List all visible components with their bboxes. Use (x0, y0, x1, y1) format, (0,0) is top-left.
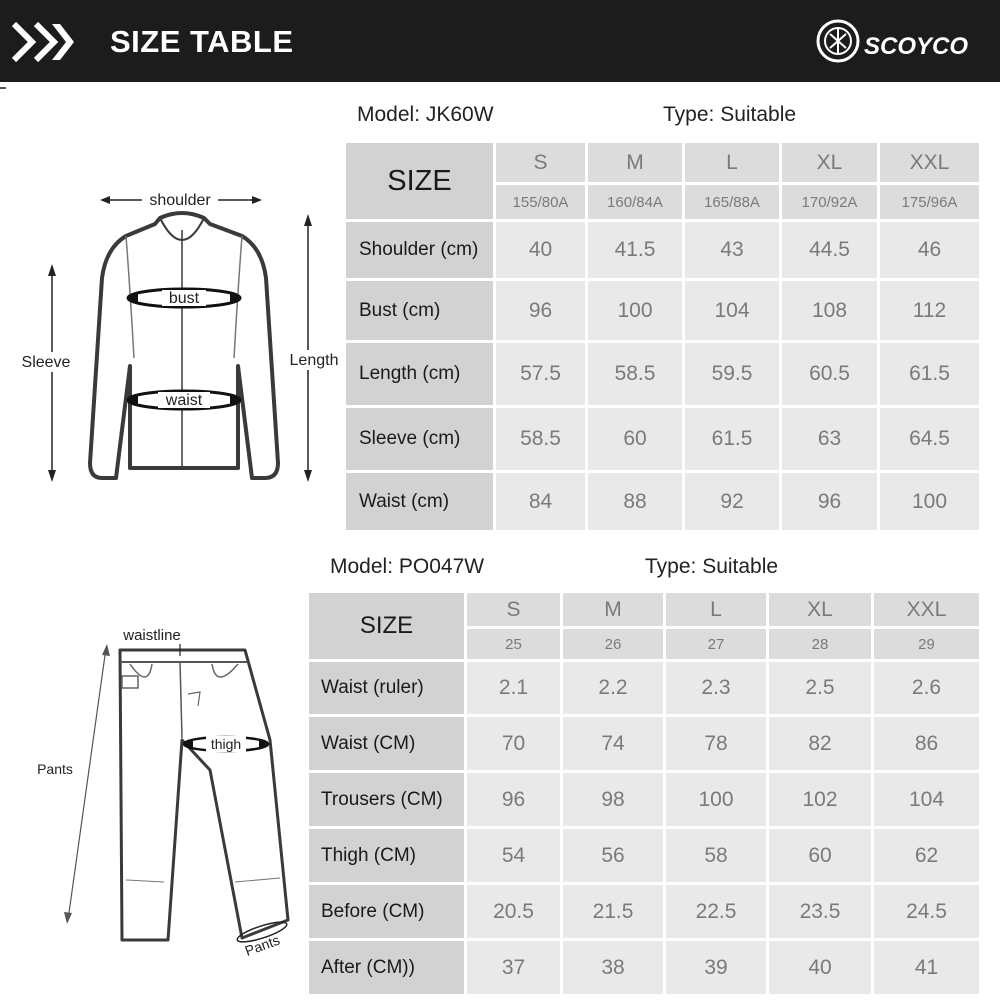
brand-logo (814, 14, 992, 70)
measurement-value-cell: 102 (769, 773, 871, 826)
size-name-cell: S (467, 593, 560, 626)
size-name-cell: S (496, 143, 585, 182)
size-name-cell: L (666, 593, 766, 626)
size-name-cell: XXL (880, 143, 979, 182)
bust-label: bust (168, 290, 200, 307)
pants-model: Model: PO047W (330, 555, 485, 578)
measurement-value-cell: 2.1 (467, 662, 560, 714)
measurement-value-cell: 46 (880, 222, 979, 278)
size-code-cell: 28 (769, 629, 871, 659)
measurement-value-cell: 2.6 (874, 662, 979, 714)
size-code-cell: 155/80A (496, 185, 585, 219)
waistline-label: waistline (123, 627, 181, 644)
measurement-value-cell: 96 (467, 773, 560, 826)
measurement-value-cell: 96 (782, 473, 877, 530)
pants-type: Type: Suitable (645, 555, 779, 578)
measurement-value-cell: 38 (563, 941, 663, 994)
measurement-value-cell: 58.5 (588, 343, 682, 405)
measurement-value-cell: 82 (769, 717, 871, 770)
thigh-label: thigh (210, 736, 242, 752)
measurement-value-cell: 88 (588, 473, 682, 530)
pants-length-label: Pants (37, 761, 73, 777)
sleeve-label: Sleeve (21, 354, 71, 371)
size-code-cell: 26 (563, 629, 663, 659)
measurement-value-cell: 24.5 (874, 885, 979, 938)
size-header-cell: SIZE (309, 593, 464, 659)
size-code-cell: 29 (874, 629, 979, 659)
jacket-illustration (10, 178, 350, 498)
measurement-value-cell: 39 (666, 941, 766, 994)
measurement-value-cell: 58 (666, 829, 766, 882)
measurement-value-cell: 40 (496, 222, 585, 278)
measurement-label-cell: Thigh (CM) (309, 829, 464, 882)
measurement-label-cell: Waist (CM) (309, 717, 464, 770)
measurement-value-cell: 57.5 (496, 343, 585, 405)
shoulder-label: shoulder (149, 192, 211, 209)
jacket-type: Type: Suitable (663, 103, 797, 126)
size-code-cell: 27 (666, 629, 766, 659)
measurement-value-cell: 63 (782, 408, 877, 470)
measurement-value-cell: 21.5 (563, 885, 663, 938)
pants-outline (120, 650, 288, 940)
measurement-value-cell: 100 (588, 281, 682, 340)
measurement-value-cell: 2.5 (769, 662, 871, 714)
measurement-value-cell: 37 (467, 941, 560, 994)
size-name-cell: XXL (874, 593, 979, 626)
pants-illustration (30, 620, 310, 980)
double-chevron-right-icon (8, 20, 74, 64)
measurement-value-cell: 100 (666, 773, 766, 826)
measurement-label-cell: Sleeve (cm) (346, 408, 493, 470)
measurement-value-cell: 92 (685, 473, 779, 530)
size-code-cell: 165/88A (685, 185, 779, 219)
measurement-label-cell: After (CM)) (309, 941, 464, 994)
measurement-value-cell: 78 (666, 717, 766, 770)
measurement-label-cell: Waist (ruler) (309, 662, 464, 714)
measurement-value-cell: 60 (588, 408, 682, 470)
length-label: Length (289, 352, 339, 369)
waist-label: waist (165, 392, 203, 409)
measurement-value-cell: 23.5 (769, 885, 871, 938)
measurement-value-cell: 43 (685, 222, 779, 278)
measurement-value-cell: 56 (563, 829, 663, 882)
measurement-value-cell: 41.5 (588, 222, 682, 278)
measurement-value-cell: 60.5 (782, 343, 877, 405)
measurement-value-cell: 104 (685, 281, 779, 340)
jacket-size-table (346, 143, 979, 528)
size-name-cell: M (588, 143, 682, 182)
measurement-label-cell: Before (CM) (309, 885, 464, 938)
measurement-value-cell: 22.5 (666, 885, 766, 938)
measurement-value-cell: 104 (874, 773, 979, 826)
jacket-outline (90, 213, 278, 478)
size-code-cell: 160/84A (588, 185, 682, 219)
measurement-label-cell: Length (cm) (346, 343, 493, 405)
size-code-cell: 25 (467, 629, 560, 659)
size-name-cell: XL (782, 143, 877, 182)
measurement-value-cell: 54 (467, 829, 560, 882)
measurement-value-cell: 58.5 (496, 408, 585, 470)
size-name-cell: XL (769, 593, 871, 626)
measurement-value-cell: 44.5 (782, 222, 877, 278)
measurement-value-cell: 59.5 (685, 343, 779, 405)
measurement-value-cell: 84 (496, 473, 585, 530)
page-header (0, 0, 1000, 82)
brand-name: SCOYCO (864, 33, 969, 60)
size-name-cell: L (685, 143, 779, 182)
measurement-value-cell: 100 (880, 473, 979, 530)
pants-hem-label: Pants (242, 931, 282, 959)
measurement-value-cell: 2.2 (563, 662, 663, 714)
jacket-model: Model: JK60W (357, 103, 494, 126)
measurement-value-cell: 112 (880, 281, 979, 340)
measurement-value-cell: 98 (563, 773, 663, 826)
page-title: SIZE TABLE (110, 24, 294, 59)
measurement-label-cell: Shoulder (cm) (346, 222, 493, 278)
measurement-label-cell: Bust (cm) (346, 281, 493, 340)
measurement-value-cell: 70 (467, 717, 560, 770)
measurement-value-cell: 86 (874, 717, 979, 770)
measurement-value-cell: 108 (782, 281, 877, 340)
pants-size-table (309, 593, 979, 991)
measurement-value-cell: 2.3 (666, 662, 766, 714)
measurement-value-cell: 41 (874, 941, 979, 994)
measurement-value-cell: 20.5 (467, 885, 560, 938)
measurement-value-cell: 64.5 (880, 408, 979, 470)
size-code-cell: 175/96A (880, 185, 979, 219)
size-name-cell: M (563, 593, 663, 626)
measurement-value-cell: 61.5 (685, 408, 779, 470)
measurement-value-cell: 61.5 (880, 343, 979, 405)
measurement-value-cell: 96 (496, 281, 585, 340)
measurement-value-cell: 62 (874, 829, 979, 882)
measurement-value-cell: 40 (769, 941, 871, 994)
measurement-label-cell: Waist (cm) (346, 473, 493, 530)
measurement-value-cell: 74 (563, 717, 663, 770)
measurement-value-cell: 60 (769, 829, 871, 882)
measurement-label-cell: Trousers (CM) (309, 773, 464, 826)
size-code-cell: 170/92A (782, 185, 877, 219)
size-header-cell: SIZE (346, 143, 493, 219)
header-divider (0, 87, 6, 89)
